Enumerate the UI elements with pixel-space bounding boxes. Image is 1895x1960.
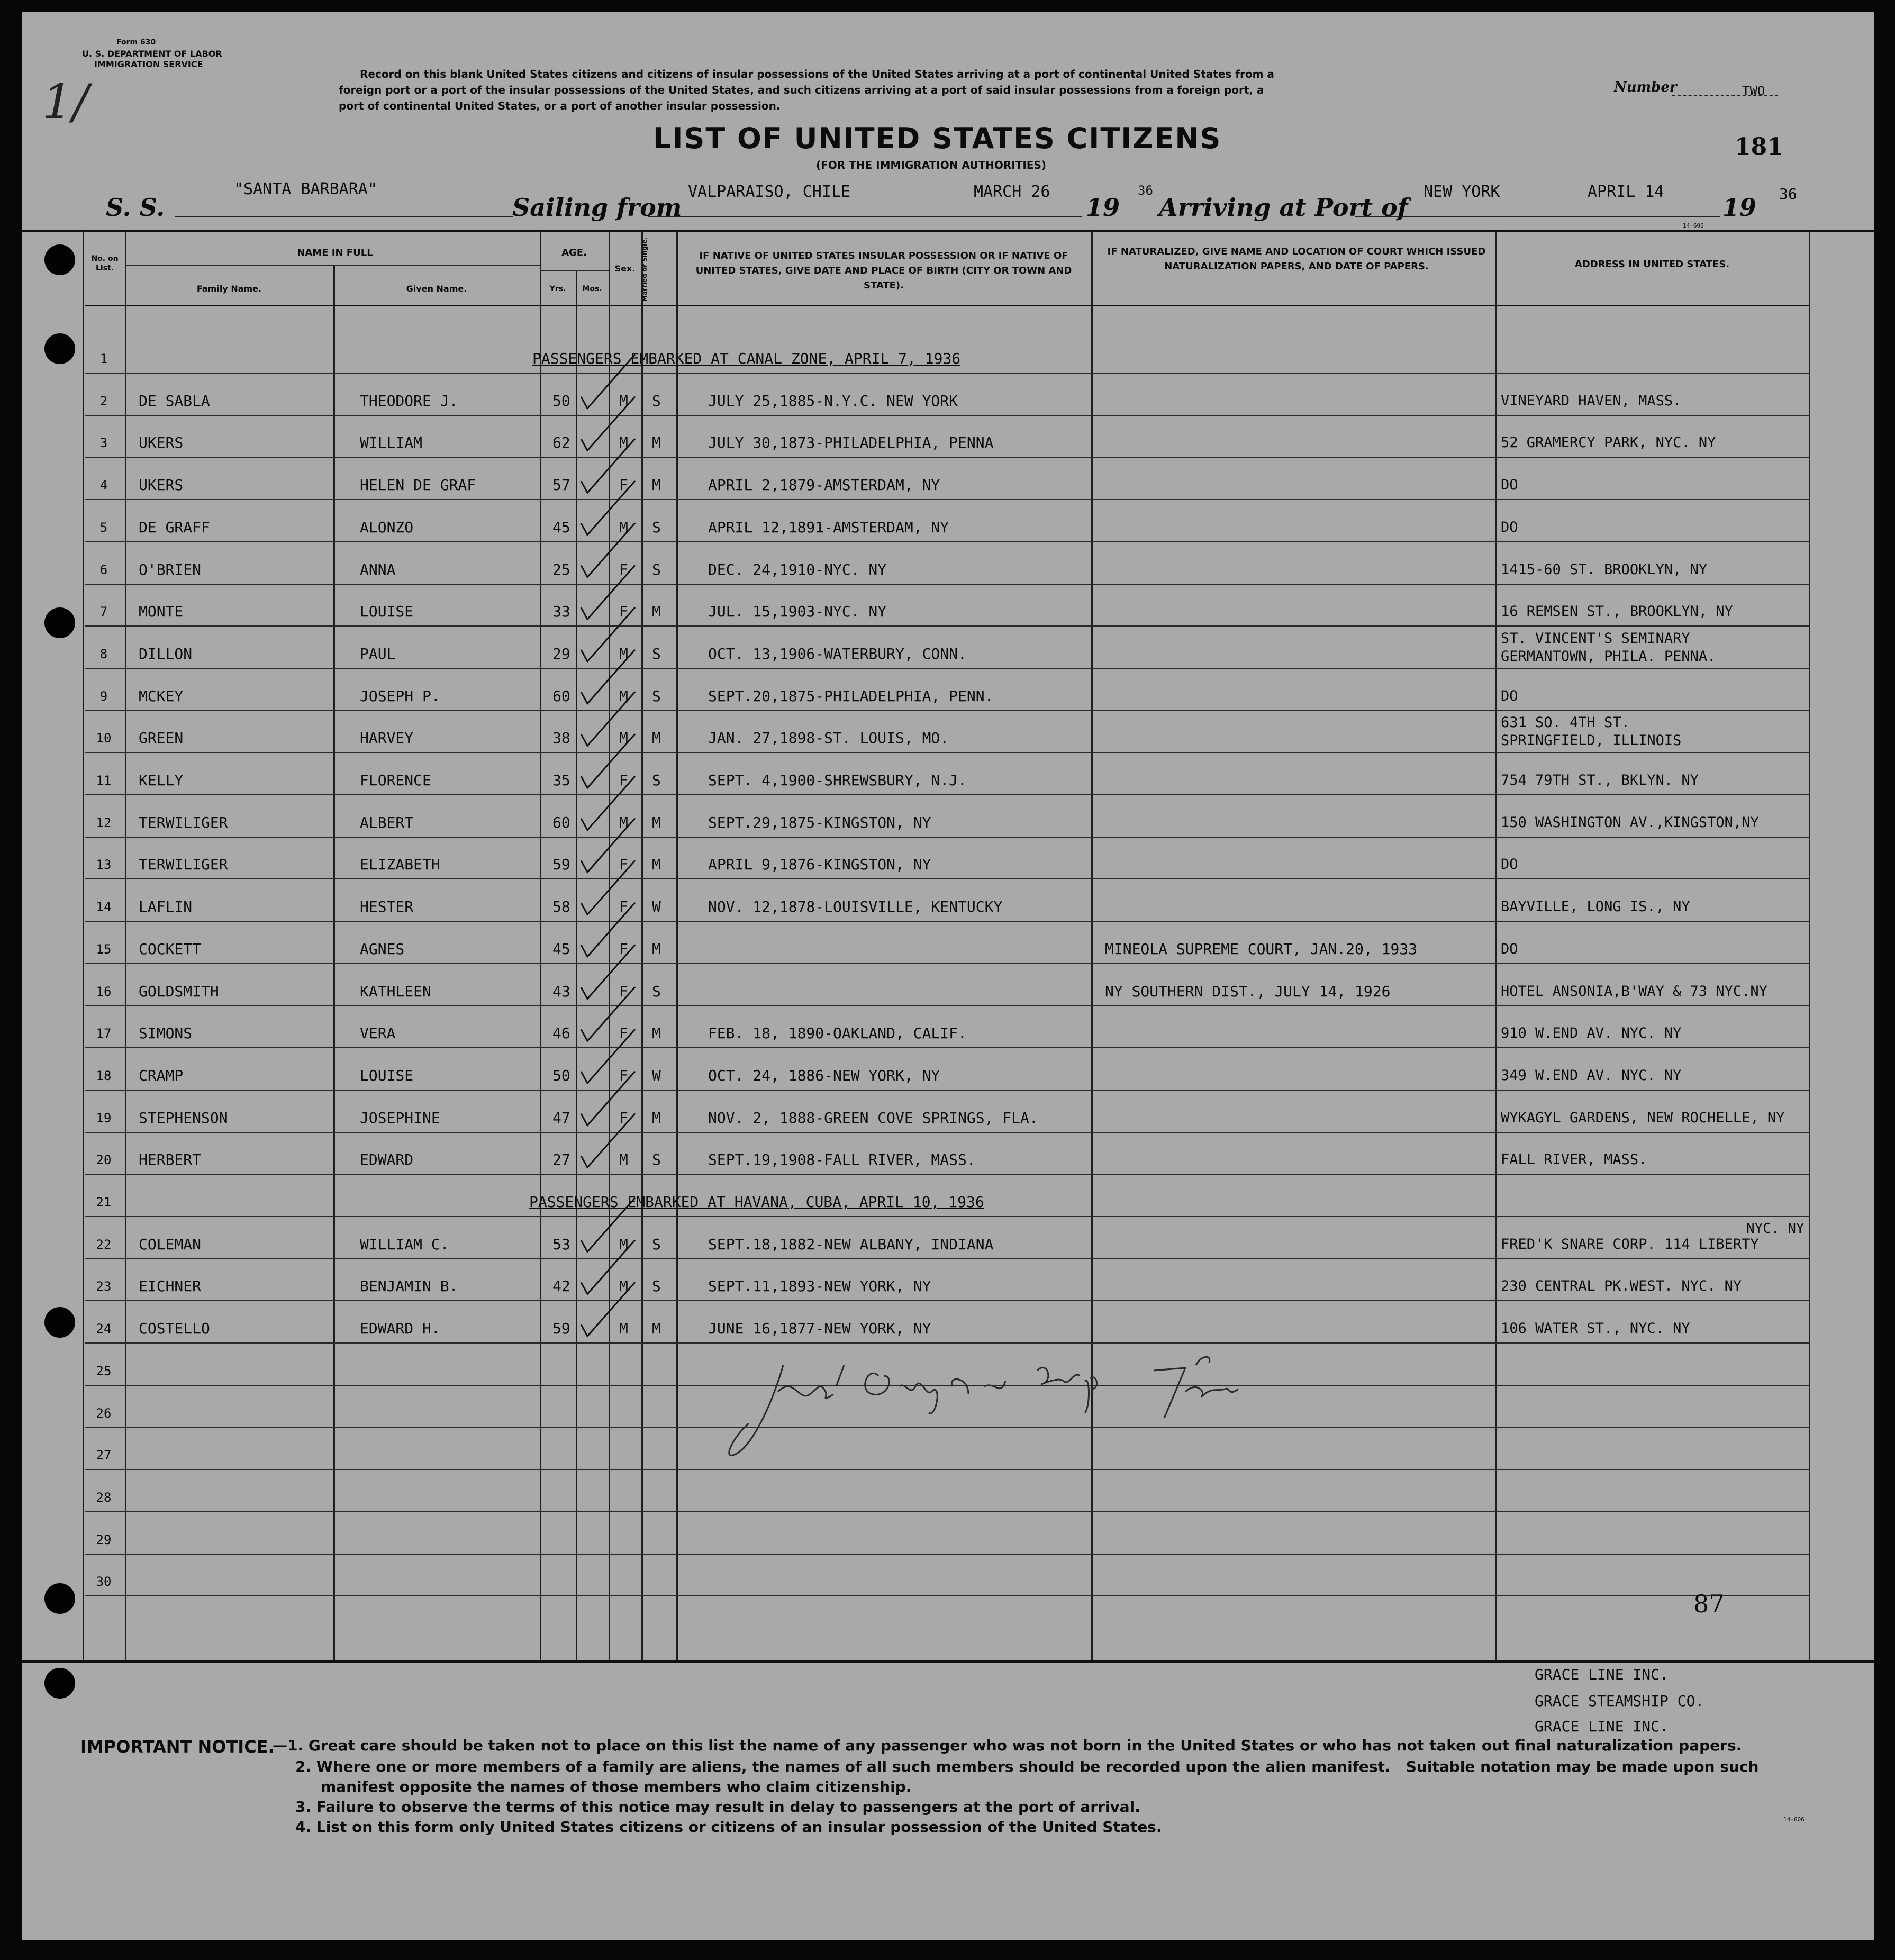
signature-text: Jus Singer Insp.	[720, 1468, 724, 1469]
address: FRED'K SNARE CORP. 114 LIBERTY	[1501, 1236, 1759, 1253]
address: 910 W.END AV. NYC. NY	[1501, 1025, 1682, 1042]
given-name: ALBERT	[360, 813, 414, 831]
arriving-label: Arriving at Port of	[1159, 193, 1408, 222]
family-name: UKERS	[139, 434, 184, 452]
family-name: GOLDSMITH	[139, 982, 219, 1000]
family-name: GREEN	[139, 729, 184, 747]
age-years: 27	[552, 1151, 570, 1169]
marital-status: S	[652, 518, 661, 536]
family-name: LAFLIN	[139, 898, 193, 916]
row-number: 11	[96, 773, 112, 788]
marital-status: W	[652, 1066, 661, 1084]
row-number: 12	[96, 815, 112, 830]
header-yrs: Yrs.	[549, 285, 566, 293]
row-number: 6	[99, 562, 108, 577]
row-number: 14	[96, 900, 112, 915]
address: DO	[1501, 856, 1518, 873]
from-port: VALPARAISO, CHILE	[688, 183, 851, 201]
address: 631 SO. 4TH ST. SPRINGFIELD, ILLINOIS	[1501, 714, 1682, 749]
address: 349 W.END AV. NYC. NY	[1501, 1067, 1682, 1084]
notice-label: IMPORTANT NOTICE.	[80, 1737, 275, 1757]
check-mark	[581, 481, 635, 535]
birth-info: JUNE 16,1877-NEW YORK, NY	[708, 1320, 931, 1338]
given-name: HARVEY	[360, 729, 414, 747]
sex-value: F	[619, 1109, 628, 1127]
family-name: TERWILIGER	[139, 856, 228, 874]
age-years: 38	[552, 729, 570, 747]
marital-status: M	[652, 940, 661, 958]
ss-label: S. S.	[106, 193, 165, 222]
service-label: IMMIGRATION SERVICE	[94, 59, 203, 69]
sex-value: F	[619, 1066, 628, 1084]
header-given-name: Given Name.	[406, 284, 467, 294]
birth-info: NOV. 12,1878-LOUISVILLE, KENTUCKY	[708, 898, 1003, 916]
check-mark	[581, 1282, 635, 1336]
family-name: HERBERT	[139, 1151, 202, 1169]
corner-mark: 1/	[42, 74, 89, 130]
sex-value: M	[619, 392, 628, 410]
given-name: ANNA	[360, 560, 396, 578]
row-number: 25	[96, 1363, 112, 1378]
birth-info: SEPT.18,1882-NEW ALBANY, INDIANA	[708, 1235, 994, 1253]
sex-value: M	[619, 434, 628, 452]
address: 16 REMSEN ST., BROOKLYN, NY	[1501, 603, 1733, 620]
row-number: 16	[96, 984, 112, 999]
row-number: 13	[96, 857, 112, 873]
row-number: 30	[96, 1574, 112, 1590]
birth-info: OCT. 13,1906-WATERBURY, CONN.	[708, 645, 967, 663]
sex-value: F	[619, 856, 628, 874]
address: BAYVILLE, LONG IS., NY	[1501, 899, 1690, 915]
row-number: 23	[96, 1279, 112, 1294]
notice-item: manifest opposite the names of those members who claim citizenship.	[321, 1778, 912, 1795]
company-stamp: GRACE LINE INC.	[1535, 1718, 1669, 1735]
notice-item: —1. Great care should be taken not to place on this list the name of any passenger who was not born in the United States or who has not taken out final naturalization papers.	[273, 1737, 1742, 1754]
check-mark	[581, 692, 635, 746]
instructions-line: port of continental United States, or a port of another insular possession.	[339, 99, 781, 112]
naturalization-court: MINEOLA SUPREME COURT, JAN.20, 1933	[1105, 940, 1418, 958]
sex-value: M	[619, 1320, 628, 1338]
marital-status: M	[652, 1024, 661, 1042]
given-name: VERA	[360, 1024, 396, 1042]
age-years: 60	[552, 813, 570, 831]
row-number: 5	[99, 520, 108, 535]
given-name: WILLIAM C.	[360, 1235, 449, 1253]
marital-status: S	[652, 645, 661, 663]
page-subtitle: (FOR THE IMMIGRATION AUTHORITIES)	[816, 159, 1047, 171]
address: DO	[1501, 687, 1518, 704]
sex-value: F	[619, 982, 628, 1000]
row-number: 18	[96, 1068, 112, 1083]
check-mark	[581, 818, 635, 872]
arrive-year: 36	[1779, 185, 1797, 203]
birth-info: NOV. 2, 1888-GREEN COVE SPRINGS, FLA.	[708, 1109, 1038, 1127]
age-years: 35	[552, 772, 570, 789]
check-mark	[581, 860, 635, 914]
family-name: O'BRIEN	[139, 560, 202, 578]
header-family-name: Family Name.	[196, 284, 262, 294]
age-years: 50	[552, 392, 570, 410]
given-name: ELIZABETH	[360, 856, 440, 874]
marital-status: S	[652, 560, 661, 578]
age-years: 42	[552, 1277, 570, 1295]
age-years: 60	[552, 687, 570, 705]
sex-value: M	[619, 518, 628, 536]
address: DO	[1501, 940, 1518, 957]
row-number: 15	[96, 941, 112, 957]
sailing-label: Sailing from	[512, 193, 682, 222]
naturalization-court: NY SOUTHERN DIST., JULY 14, 1926	[1105, 982, 1391, 1000]
birth-info: SEPT.19,1908-FALL RIVER, MASS.	[708, 1151, 976, 1169]
check-mark	[581, 734, 635, 788]
row-number: 10	[96, 731, 112, 746]
family-name: KELLY	[139, 772, 184, 789]
family-name: COLEMAN	[139, 1235, 202, 1253]
age-years: 43	[552, 982, 570, 1000]
age-years: 47	[552, 1109, 570, 1127]
family-name: TERWILIGER	[139, 813, 228, 831]
header-sex: Sex.	[614, 264, 636, 274]
sex-value: F	[619, 940, 628, 958]
marital-status: S	[652, 1277, 661, 1295]
form-number: Form 630	[116, 38, 156, 47]
embarkation-note: PASSENGERS EMBARKED AT CANAL ZONE, APRIL 7, 1936	[532, 350, 961, 367]
address: 1415-60 ST. BROOKLYN, NY	[1501, 561, 1708, 578]
sex-value: M	[619, 687, 628, 705]
address: 150 WASHINGTON AV.,KINGSTON,NY	[1501, 814, 1759, 831]
address: 52 GRAMERCY PARK, NYC. NY	[1501, 434, 1716, 451]
birth-info: SEPT.11,1893-NEW YORK, NY	[708, 1277, 931, 1295]
family-name: DE SABLA	[139, 392, 210, 410]
check-mark	[581, 650, 635, 704]
marital-status: S	[652, 392, 661, 410]
family-name: COCKETT	[139, 940, 202, 958]
birth-info: JUL. 15,1903-NYC. NY	[708, 603, 887, 621]
address: 754 79TH ST., BKLYN. NY	[1501, 772, 1699, 788]
birth-info: JULY 25,1885-N.Y.C. NEW YORK	[708, 392, 958, 410]
sail-date: MARCH 26	[974, 183, 1050, 201]
marital-status: S	[652, 772, 661, 789]
address: ST. VINCENT'S SEMINARY GERMANTOWN, PHILA. PENNA.	[1501, 630, 1716, 665]
inspector-signature	[720, 1344, 1302, 1471]
given-name: AGNES	[360, 940, 405, 958]
row-number: 28	[96, 1490, 112, 1505]
given-name: EDWARD	[360, 1151, 414, 1169]
birth-info: FEB. 18, 1890-OAKLAND, CALIF.	[708, 1024, 967, 1042]
page-title: LIST OF UNITED STATES CITIZENS	[653, 122, 1222, 155]
number-label: Number	[1614, 79, 1677, 95]
row-number: 17	[96, 1026, 112, 1041]
check-mark	[581, 1029, 635, 1083]
check-mark	[581, 1240, 635, 1294]
notice-item: 4. List on this form only United States citizens or citizens of an insular possession of the United States.	[295, 1818, 1162, 1836]
row-number: 20	[96, 1153, 112, 1168]
sex-value: F	[619, 898, 628, 916]
check-mark	[581, 355, 635, 409]
address: FALL RIVER, MASS.	[1501, 1151, 1647, 1168]
sex-value: F	[619, 560, 628, 578]
header-name-in-full: NAME IN FULL	[297, 247, 373, 258]
notice-item: 3. Failure to observe the terms of this notice may result in delay to passengers at the port of arrival.	[295, 1798, 1140, 1816]
age-years: 58	[552, 898, 570, 916]
row-number: 19	[96, 1110, 112, 1126]
sex-value: F	[619, 476, 628, 494]
family-name: SIMONS	[139, 1024, 193, 1042]
family-name: COSTELLO	[139, 1320, 210, 1338]
check-mark	[581, 1198, 635, 1252]
check-mark	[581, 945, 635, 999]
marital-status: S	[652, 982, 661, 1000]
to-port: NEW YORK	[1423, 183, 1500, 201]
marital-status: M	[652, 434, 661, 452]
age-years: 45	[552, 518, 570, 536]
given-name: BENJAMIN B.	[360, 1277, 458, 1295]
marital-status: M	[652, 603, 661, 621]
row-number: 21	[96, 1195, 112, 1210]
age-years: 62	[552, 434, 570, 452]
sail-year: 36	[1138, 183, 1153, 198]
birth-info: APRIL 12,1891-AMSTERDAM, NY	[708, 518, 949, 536]
given-name: FLORENCE	[360, 772, 431, 789]
header-naturalized: IF NATURALIZED, GIVE NAME AND LOCATION OF COURT WHICH ISSUED NATURALIZATION PAPERS, AND DATE OF PAPERS.	[1107, 246, 1486, 272]
given-name: JOSEPH P.	[360, 687, 440, 705]
header-mos: Mos.	[582, 285, 602, 293]
birth-info: JULY 30,1873-PHILADELPHIA, PENNA	[708, 434, 994, 452]
page-count: 87	[1693, 1590, 1725, 1618]
family-name: CRAMP	[139, 1066, 184, 1084]
age-years: 53	[552, 1235, 570, 1253]
marital-status: M	[652, 1320, 661, 1338]
row-number: 24	[96, 1321, 112, 1337]
time-text: 7 55 am	[1196, 1468, 1199, 1469]
instructions-line: Record on this blank United States citizens and citizens of insular possessions of the United States arriving at a port of continental United States from a	[360, 68, 1274, 80]
small-code: 14-606	[1683, 222, 1704, 229]
marital-status: S	[652, 687, 661, 705]
marital-status: M	[652, 856, 661, 874]
family-name: STEPHENSON	[139, 1109, 228, 1127]
marital-status: W	[652, 898, 661, 916]
birth-info: DEC. 24,1910-NYC. NY	[708, 560, 887, 578]
age-years: 57	[552, 476, 570, 494]
family-name: MCKEY	[139, 687, 184, 705]
birth-info: APRIL 2,1879-AMSTERDAM, NY	[708, 476, 940, 494]
given-name: HESTER	[360, 898, 414, 916]
address: WYKAGYL GARDENS, NEW ROCHELLE, NY	[1501, 1109, 1785, 1126]
given-name: WILLIAM	[360, 434, 423, 452]
sex-value: F	[619, 1024, 628, 1042]
given-name: HELEN DE GRAF	[360, 476, 476, 494]
sex-value: M	[619, 645, 628, 663]
given-name: EDWARD H.	[360, 1320, 440, 1338]
given-name: KATHLEEN	[360, 982, 431, 1000]
marital-status: M	[652, 1109, 661, 1127]
row-number: 9	[99, 688, 108, 704]
header-age: AGE.	[561, 247, 587, 258]
sex-value: M	[619, 1235, 628, 1253]
signature-stroke	[729, 1365, 1097, 1455]
family-name: DILLON	[139, 645, 193, 663]
given-name: THEODORE J.	[360, 392, 458, 410]
arrive-year-prefix: 19	[1722, 193, 1757, 222]
birth-info: SEPT.20,1875-PHILADELPHIA, PENN.	[708, 687, 994, 705]
address-note: NYC. NY	[1746, 1220, 1805, 1237]
birth-info: SEPT.29,1875-KINGSTON, NY	[708, 813, 931, 831]
header-birth: IF NATIVE OF UNITED STATES INSULAR POSSESSION OR IF NATIVE OF UNITED STATES, GIVE DATE AND PLACE OF BIRTH (CITY OR TOWN AND STATE).	[695, 250, 1072, 291]
birth-info: SEPT. 4,1900-SHREWSBURY, N.J.	[708, 772, 967, 789]
check-mark	[581, 565, 635, 619]
row-number: 3	[99, 435, 108, 451]
age-years: 50	[552, 1066, 570, 1084]
footer-code: 14-606	[1783, 1816, 1805, 1823]
row-number: 7	[99, 604, 108, 620]
address: 106 WATER ST., NYC. NY	[1501, 1320, 1690, 1337]
age-years: 59	[552, 1320, 570, 1338]
marital-status: M	[652, 729, 661, 747]
birth-info: APRIL 9,1876-KINGSTON, NY	[708, 856, 931, 874]
marital-status: M	[652, 813, 661, 831]
sex-value: M	[619, 813, 628, 831]
company-stamp: GRACE LINE INC.	[1535, 1666, 1669, 1683]
sex-value: F	[619, 603, 628, 621]
row-number: 22	[96, 1237, 112, 1252]
given-name: JOSEPHINE	[360, 1109, 440, 1127]
instructions-line: foreign port or a port of the insular possessions of the United States, and such citizens arriving at a port of said insular possessions from a foreign port, a	[339, 84, 1264, 96]
row-number: 27	[96, 1448, 112, 1463]
department-label: U. S. DEPARTMENT OF LABOR	[82, 49, 222, 59]
sex-value: F	[619, 772, 628, 789]
address: DO	[1501, 477, 1518, 494]
birth-info: OCT. 24, 1886-NEW YORK, NY	[708, 1066, 940, 1084]
family-name: EICHNER	[139, 1277, 202, 1295]
row-number: 8	[99, 646, 108, 661]
check-mark	[581, 903, 635, 957]
row-number: 1	[99, 351, 108, 366]
check-mark	[581, 439, 635, 493]
sex-value: M	[619, 1277, 628, 1295]
row-number: 29	[96, 1532, 112, 1547]
arrive-date: APRIL 14	[1588, 183, 1664, 201]
page-number: 181	[1735, 133, 1783, 160]
given-name: LOUISE	[360, 1066, 414, 1084]
embarkation-note: PASSENGERS EMBARKED AT HAVANA, CUBA, APRIL 10, 1936	[529, 1193, 984, 1211]
family-name: MONTE	[139, 603, 184, 621]
check-mark	[581, 987, 635, 1041]
age-years: 59	[552, 856, 570, 874]
time-stroke	[1154, 1357, 1238, 1418]
address: DO	[1501, 519, 1518, 536]
address: 230 CENTRAL PK.WEST. NYC. NY	[1501, 1278, 1742, 1295]
row-number: 4	[99, 478, 108, 493]
check-mark	[581, 1072, 635, 1126]
family-name: DE GRAFF	[139, 518, 210, 536]
age-years: 29	[552, 645, 570, 663]
given-name: ALONZO	[360, 518, 414, 536]
sex-value: M	[619, 1151, 628, 1169]
age-years: 45	[552, 940, 570, 958]
row-number: 2	[99, 393, 108, 409]
check-mark	[581, 396, 635, 450]
marital-status: S	[652, 1151, 661, 1169]
address: VINEYARD HAVEN, MASS.	[1501, 392, 1682, 409]
age-years: 25	[552, 560, 570, 578]
address: HOTEL ANSONIA,B'WAY & 73 NYC.NY	[1501, 983, 1767, 1000]
row-number: 26	[96, 1405, 112, 1421]
given-name: LOUISE	[360, 603, 414, 621]
header-married-single: Married or Single.	[641, 237, 648, 302]
number-value: TWO	[1742, 84, 1765, 98]
birth-info: JAN. 27,1898-ST. LOUIS, MO.	[708, 729, 949, 747]
marital-status: S	[652, 1235, 661, 1253]
check-mark	[581, 607, 635, 661]
sex-value: M	[619, 729, 628, 747]
marital-status: M	[652, 476, 661, 494]
sail-year-prefix: 19	[1086, 193, 1120, 222]
header-no: No. on List.	[91, 255, 119, 273]
notice-item: 2. Where one or more members of a family are aliens, the names of all such members should be recorded upon the alien manifest. Suitable notation may be made upon such	[295, 1758, 1759, 1775]
family-name: UKERS	[139, 476, 184, 494]
ship-name: "SANTA BARBARA"	[234, 180, 377, 198]
check-mark	[581, 523, 635, 577]
given-name: PAUL	[360, 645, 396, 663]
age-years: 46	[552, 1024, 570, 1042]
age-years: 33	[552, 603, 570, 621]
header-address: ADDRESS IN UNITED STATES.	[1574, 259, 1730, 270]
check-mark	[581, 776, 635, 830]
check-mark	[581, 1113, 635, 1167]
company-stamp: GRACE STEAMSHIP CO.	[1535, 1692, 1704, 1710]
